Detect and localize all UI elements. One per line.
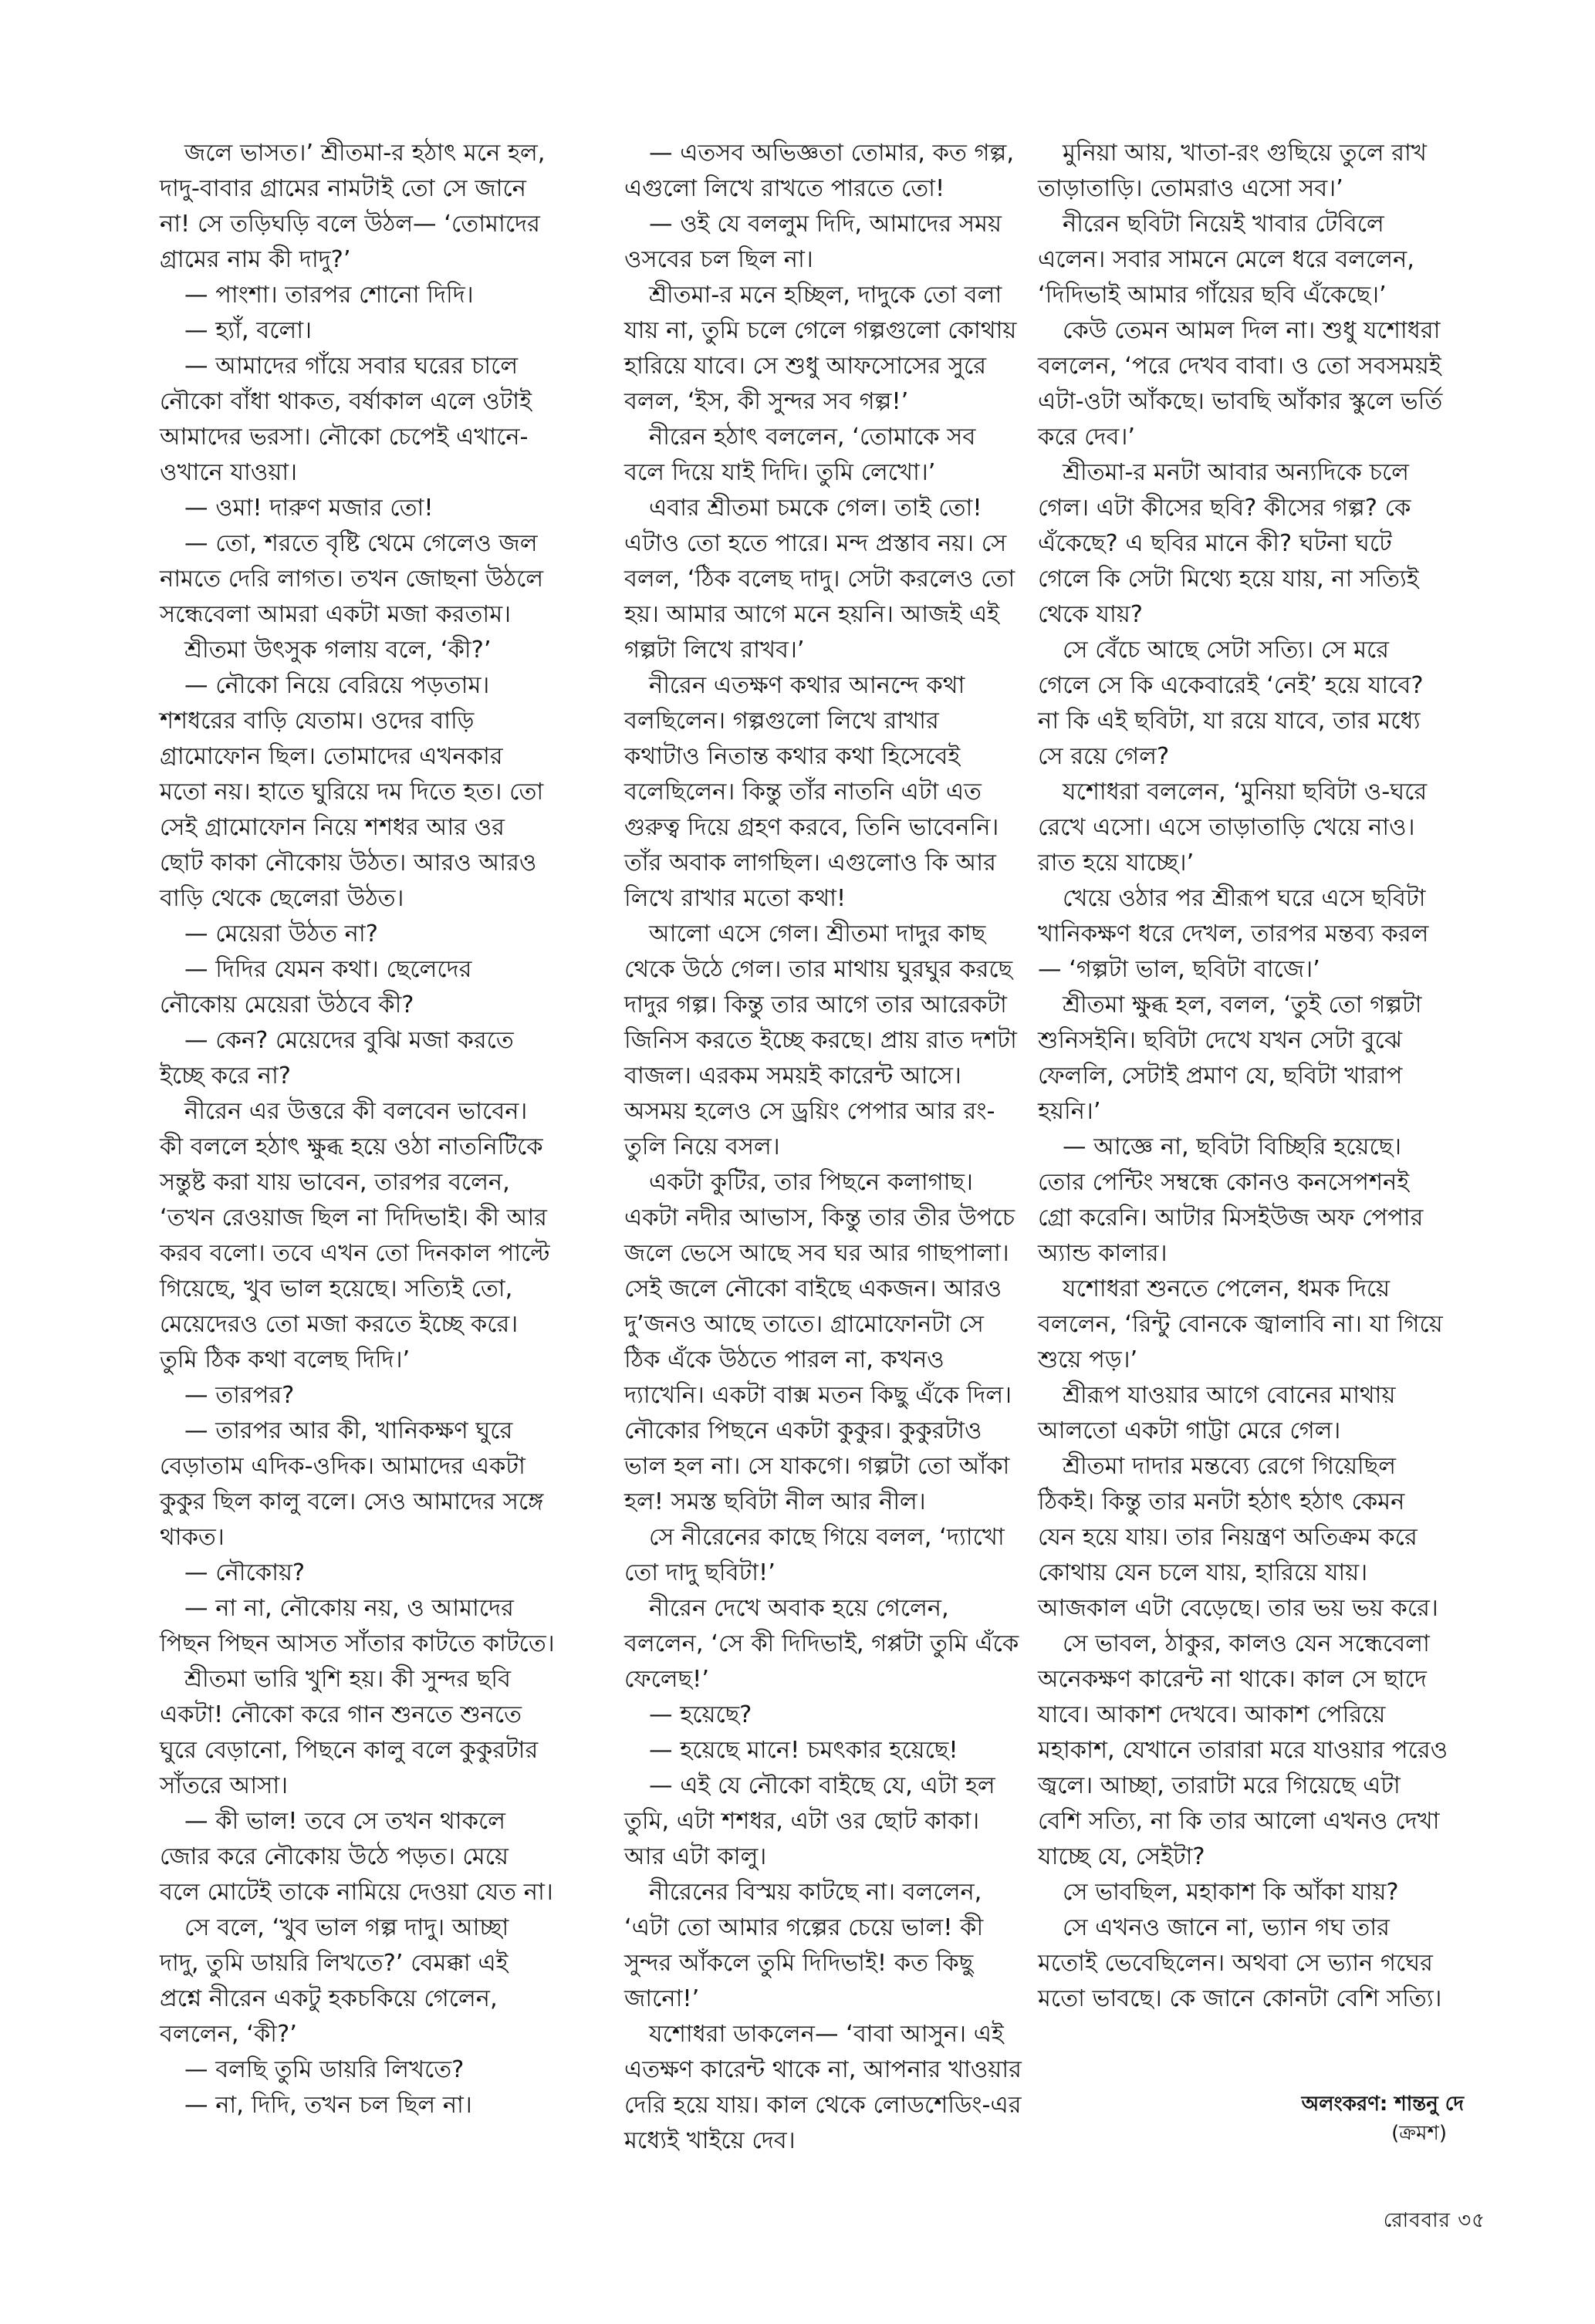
paragraph: সে বলে, ‘খুব ভাল গল্প দাদু। আচ্ছা দাদু, তুমি ডায়রি লিখতে?’ বেমক্কা এই প্রশ্নে নীরেন একটু হকচকিয়ে গেলেন, বললেন, ‘কী?’	[160, 1914, 509, 2048]
paragraph: যশোধরা শুনতে পেলেন, ধমক দিয়ে বললেন, ‘রিন্টু বোনকে জ্বালাবি না। যা গিয়ে শুয়ে পড়।’	[1038, 1275, 1443, 1373]
paragraph: — এতসব অভিজ্ঞতা তোমার, কত গল্প, এগুলো লিখে রাখতে পারতে তো!	[624, 140, 1015, 202]
paragraph: — না, দিদি, তখন চল ছিল না।	[184, 2092, 472, 2119]
paragraph: — পাংশা। তারপর শোনো দিদি।	[184, 282, 474, 309]
paragraph: যশোধরা ডাকলেন— ‘বাবা আসুন। এই এতক্ষণ কারেন্ট থাকে না, আপনার খাওয়ার দেরি হয়ে যায়। কাল থেকে লোডশেডিং-এর মধ্যেই খাইয়ে দেব।	[624, 2021, 1022, 2154]
paragraph: একটা কুটির, তার পিছনে কলাগাছ। একটা নদীর আভাস, কিন্তু তার তীর উপচে জলে ভেসে আছে সব ঘর আর গাছপালা। সেই জলে নৌকো বাইছে একজন। আরও দু’জনও আছে তাতে। গ্রামোফোনটা সে ঠিক এঁকে উঠতে পারল না, কখনও দ্যাখেনি। একটা বাক্স মতন কিছু এঁকে দিল। নৌকোর পিছনে একটা কুকুর। কুকুরটাও ভাল হল না। সে যাকগে। গল্পটা তো আঁকা হল! সমস্ত ছবিটা নীল আর নীল।	[624, 1169, 1015, 1515]
article-column-2	[624, 136, 1022, 2159]
paragraph: — হ্যাঁ, বলো।	[184, 317, 313, 344]
paragraph: নীরেন এর উত্তরে কী বলবেন ভাবেন। কী বললে হঠাৎ ক্ষুব্ধ হয়ে ওঠা নাতনিটিকে সন্তুষ্ট করা যায় ভাবেন, তারপর বলেন, ‘তখন রেওয়াজ ছিল না দিদিভাই। কী আর করব বলো। তবে এখন তো দিনকাল পাল্টে গিয়েছে, খুব ভাল হয়েছে। সত্যিই তো, মেয়েদেরও তো মজা করতে ইচ্ছে করে। তুমি ঠিক কথা বলেছ দিদি।’	[160, 1098, 550, 1373]
paragraph: শ্রীরূপ যাওয়ার আগে বোনের মাথায় আলতো একটা গাট্টা মেরে গেল।	[1038, 1382, 1396, 1444]
paragraph: এবার শ্রীতমা চমকে গেল। তাই তো! এটাও তো হতে পারে। মন্দ প্রস্তাব নয়। সে বলল, ‘ঠিক বলেছ দাদু। সেটা করলেও তো হয়। আমার আগে মনে হয়নি। আজই এই গল্পটা লিখে রাখব।’	[624, 495, 1015, 664]
paragraph: — দিদির যেমন কথা। ছেলেদের নৌকোয় মেয়েরা উঠবে কী?	[160, 956, 472, 1018]
paragraph: মুনিয়া আয়, খাতা-রং গুছিয়ে তুলে রাখ তাড়াতাড়ি। তোমরাও এসো সব।’	[1038, 140, 1427, 202]
paragraph: খেয়ে ওঠার পর শ্রীরূপ ঘরে এসে ছবিটা খানিকক্ষণ ধরে দেখল, তারপর মন্তব্য করল— ‘গল্পটা ভাল, ছবিটা বাজে।’	[1038, 885, 1429, 983]
paragraph: — নৌকোয়?	[184, 1559, 306, 1586]
paragraph: শ্রীতমা দাদার মন্তব্যে রেগে গিয়েছিল ঠিকই। কিন্তু তার মনটা হঠাৎ হঠাৎ কেমন যেন হয়ে যায়। তার নিয়ন্ত্রণ অতিক্রম করে কোথায় যেন চলে যায়, হারিয়ে যায়। আজকাল এটা বেড়েছে। তার ভয় ভয় করে।	[1038, 1453, 1438, 1622]
paragraph: সে এখনও জানে না, ভ্যান গঘ তার মতোই ভেবেছিলেন। অথবা সে ভ্যান গঘের মতো ভাবছে। কে জানে কোনটা বেশি সত্যি।	[1038, 1914, 1442, 2012]
page-folio: রোববার ৩৫	[1383, 2209, 1485, 2232]
paragraph: — ওমা! দারুণ মজার তো!	[184, 495, 434, 522]
paragraph: — হয়েছে মানে! চমৎকার হয়েছে!	[649, 1737, 958, 1764]
paragraph: — এই যে নৌকো বাইছে যে, এটা হল তুমি, এটা শশধর, এটা ওর ছোট কাকা। আর এটা কালু।	[624, 1772, 995, 1870]
paragraph: — কী ভাল! তবে সে তখন থাকলে জোর করে নৌকোয় উঠে পড়ত। মেয়ে বলে মোটেই তাকে নামিয়ে দেওয়া যেত না।	[160, 1808, 553, 1906]
serial-continuation-note: (ক্রমশ)	[1391, 2122, 1447, 2145]
paragraph: — আমাদের গাঁয়ে সবার ঘরের চালে নৌকো বাঁধা থাকত, বর্ষাকাল এলে ওটাই আমাদের ভরসা। নৌকো চেপেই এখানে-ওখানে যাওয়া।	[160, 353, 532, 486]
paragraph: — তারপর?	[184, 1382, 295, 1409]
article-column-1	[160, 136, 555, 2123]
paragraph: নীরেন হঠাৎ বললেন, ‘তোমাকে সব বলে দিয়ে যাই দিদি। তুমি লেখো।’	[624, 424, 976, 486]
paragraph: নীরেন এতক্ষণ কথার আনন্দে কথা বলছিলেন। গল্পগুলো লিখে রাখার কথাটাও নিতান্ত কথার কথা হিসেবেই বলেছিলেন। কিন্তু তাঁর নাতনি এটা এত গুরুত্ব দিয়ে গ্রহণ করবে, তিনি ভাবেননি। তাঁর অবাক লাগছিল। এগুলোও কি আর লিখে রাখার মতো কথা!	[624, 672, 999, 912]
paragraph: শ্রীতমা ক্ষুব্ধ হল, বলল, ‘তুই তো গল্পটা শুনিসইনি। ছবিটা দেখে যখন সেটা বুঝে ফেললি, সেটাই প্রমাণ যে, ছবিটা খারাপ হয়নি।’	[1038, 991, 1422, 1125]
paragraph: জলে ভাসত।’ শ্রীতমা-র হঠাৎ মনে হল, দাদু-বাবার গ্রামের নামটাই তো সে জানে না! সে তড়িঘড়ি বলে উঠল— ‘তোমাদের গ্রামের নাম কী দাদু?’	[160, 140, 546, 273]
paragraph: — ওই যে বললুম দিদি, আমাদের সময় ওসবের চল ছিল না।	[624, 211, 1002, 273]
paragraph: সে নীরেনের কাছে গিয়ে বলল, ‘দ্যাখো তো দাদু ছবিটা!’	[624, 1524, 1005, 1586]
illustration-credit: অলংকরণ: শান্তনু দে	[1301, 2093, 1464, 2116]
paragraph: আলো এসে গেল। শ্রীতমা দাদুর কাছ থেকে উঠে গেল। তার মাথায় ঘুরঘুর করছে দাদুর গল্প। কিন্তু তার আগে তার আরেকটা জিনিস করতে ইচ্ছে করছে। প্রায় রাত দশটা বাজল। এরকম সময়ই কারেন্ট আসে। অসময় হলেও সে ড্রয়িং পেপার আর রং-তুলি নিয়ে বসল।	[624, 920, 1017, 1160]
paragraph: সে ভাবল, ঠাকুর, কালও যেন সন্ধেবেলা অনেকক্ষণ কারেন্ট না থাকে। কাল সে ছাদে যাবে। আকাশ দেখবে। আকাশ পেরিয়ে মহাকাশ, যেখানে তারারা মরে যাওয়ার পরেও জ্বলে। আচ্ছা, তারাটা মরে গিয়েছে এটা বেশি সত্যি, না কি তার আলো এখনও দেখা যাচ্ছে যে, সেইটা?	[1038, 1630, 1448, 1870]
article-column-3	[1038, 136, 1448, 2017]
paragraph: কেউ তেমন আমল দিল না। শুধু যশোধরা বললেন, ‘পরে দেখব বাবা। ও তো সবসময়ই এটা-ওটা আঁকছে। ভাবছি আঁকার স্কুলে ভর্তি করে দেব।’	[1038, 317, 1443, 451]
paragraph: — তো, শরতে বৃষ্টি থেমে গেলেও জল নামতে দেরি লাগত। তখন জোছনা উঠলে সন্ধেবেলা আমরা একটা মজা করতাম।	[160, 530, 544, 628]
paragraph: — না না, নৌকোয় নয়, ও আমাদের পিছন পিছন আসত সাঁতার কাটতে কাটতে।	[160, 1595, 555, 1657]
paragraph: শ্রীতমা উৎসুক গলায় বলে, ‘কী?’	[184, 637, 492, 664]
paragraph: সে বেঁচে আছে সেটা সত্যি। সে মরে গেলে সে কি একেবারেই ‘নেই’ হয়ে যাবে? না কি এই ছবিটা, যা রয়ে যাবে, তার মধ্যে সে রয়ে গেল?	[1038, 637, 1424, 770]
paragraph: সে ভাবছিল, মহাকাশ কি আঁকা যায়?	[1063, 1879, 1399, 1906]
paragraph: শ্রীতমা-র মনে হচ্ছিল, দাদুকে তো বলা যায় না, তুমি চলে গেলে গল্পগুলো কোথায় হারিয়ে যাবে। সে শুধু আফসোসের সুরে বলল, ‘ইস, কী সুন্দর সব গল্প!’	[624, 282, 1017, 415]
paragraph: — হয়েছে?	[649, 1701, 752, 1728]
paragraph: — মেয়েরা উঠত না?	[184, 920, 378, 948]
paragraph: নীরেন দেখে অবাক হয়ে গেলেন, বললেন, ‘সে কী দিদিভাই, গপ্পটা তুমি এঁকে ফেলেছ!’	[624, 1595, 1019, 1693]
paragraph: যশোধরা বললেন, ‘মুনিয়া ছবিটা ও-ঘরে রেখে এসো। এসে তাড়াতাড়ি খেয়ে নাও। রাত হয়ে যাচ্ছে।’	[1038, 779, 1428, 877]
article-credits	[1080, 2089, 1464, 2148]
paragraph: শ্রীতমা-র মনটা আবার অন্যদিকে চলে গেল। এটা কীসের ছবি? কীসের গল্প? কে এঁকেছে? এ ছবির মানে কী? ঘটনা ঘটে গেলে কি সেটা মিথ্যে হয়ে যায়, না সত্যিই থেকে যায়?	[1038, 459, 1419, 628]
paragraph: নীরেনের বিস্ময় কাটছে না। বললেন, ‘এটা তো আমার গল্পের চেয়ে ভাল! কী সুন্দর আঁকলে তুমি দিদিভাই! কত কিছু জানো!’	[624, 1879, 984, 2012]
paragraph: শ্রীতমা ভারি খুশি হয়। কী সুন্দর ছবি একটা! নৌকো করে গান শুনতে শুনতে ঘুরে বেড়ানো, পিছনে কালু বলে কুকুরটার সাঁতরে আসা।	[160, 1666, 539, 1799]
paragraph: — নৌকো নিয়ে বেরিয়ে পড়তাম। শশধরের বাড়ি যেতাম। ওদের বাড়ি গ্রামোফোন ছিল। তোমাদের এখনকার মতো নয়। হাতে ঘুরিয়ে দম দিতে হত। তো সেই গ্রামোফোন নিয়ে শশধর আর ওর ছোট কাকা নৌকোয় উঠত। আরও আরও বাড়ি থেকে ছেলেরা উঠত।	[160, 672, 544, 912]
paragraph: — আজ্ঞে না, ছবিটা বিচ্ছিরি হয়েছে। তোর পেন্টিং সম্বন্ধে কোনও কনসেপশনই গ্রো করেনি। আটার মিসইউজ অফ পেপার অ্যান্ড কালার।	[1038, 1133, 1424, 1267]
paragraph: — বলছি তুমি ডায়রি লিখতে?	[184, 2056, 465, 2083]
paragraph: — কেন? মেয়েদের বুঝি মজা করতে ইচ্ছে করে না?	[160, 1027, 514, 1089]
paragraph: — তারপর আর কী, খানিকক্ষণ ঘুরে বেড়াতাম এদিক-ওদিক। আমাদের একটা কুকুর ছিল কালু বলে। সেও আমাদের সঙ্গে থাকত।	[160, 1417, 544, 1551]
paragraph: নীরেন ছবিটা নিয়েই খাবার টেবিলে এলেন। সবার সামনে মেলে ধরে বললেন, ‘দিদিভাই আমার গাঁয়ের ছবি এঁকেছে।’	[1038, 211, 1414, 309]
